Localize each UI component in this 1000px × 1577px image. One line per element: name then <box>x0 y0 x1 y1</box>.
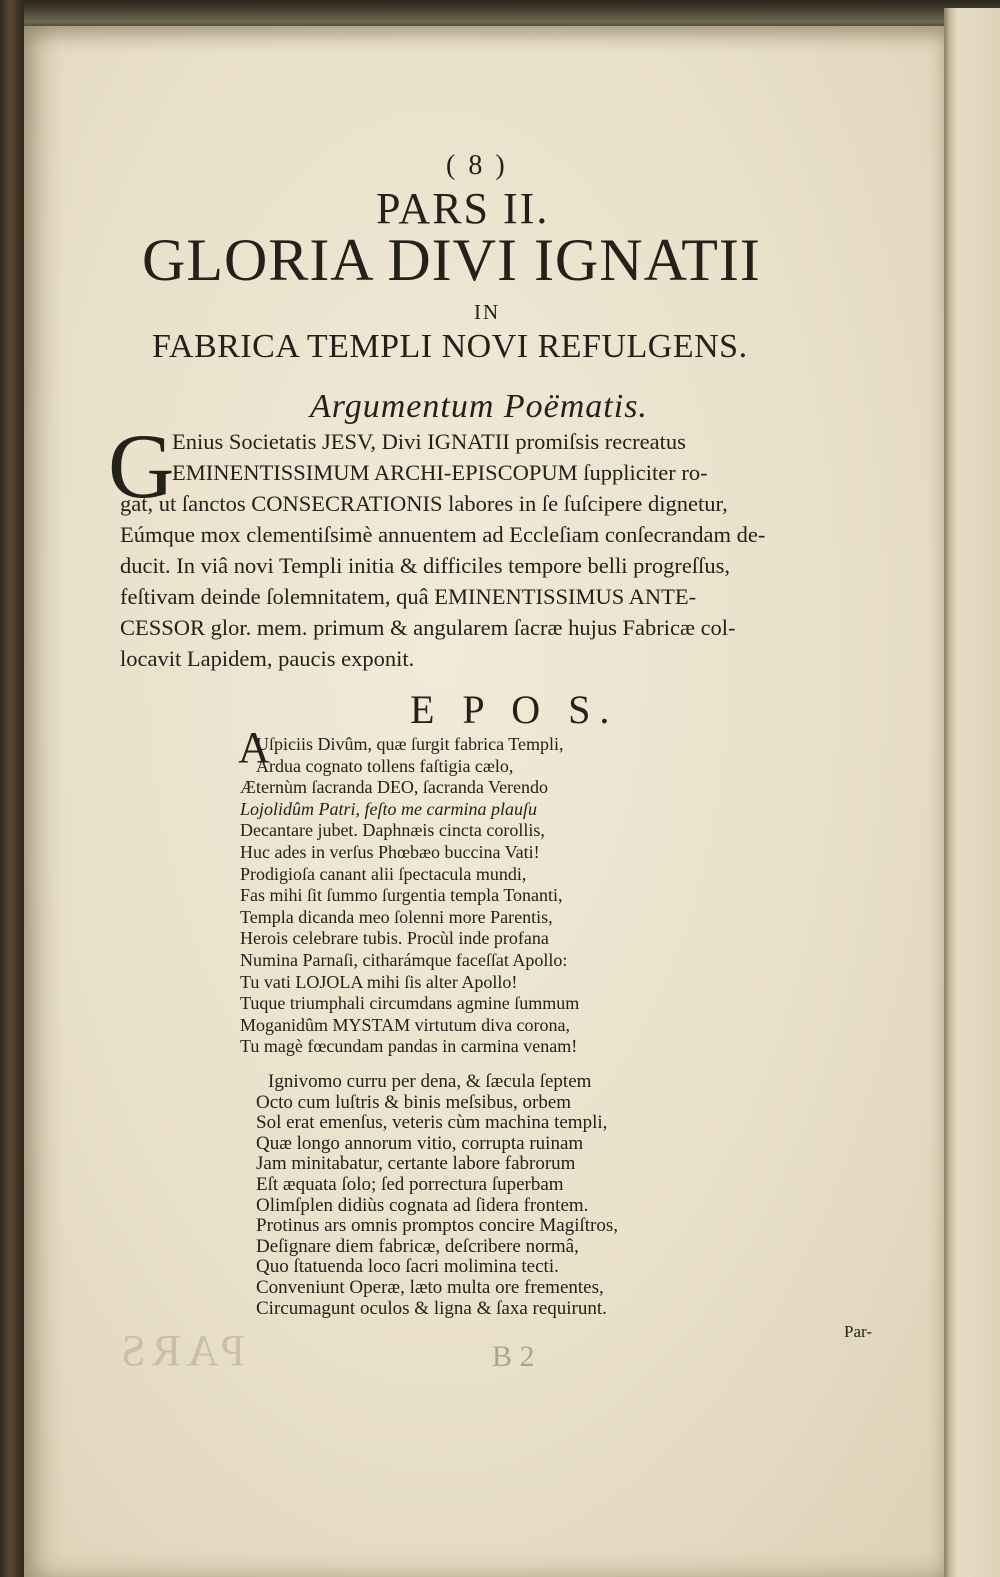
poem-verse: Fas mihi ſit ſummo ſurgentia templa Tonanti, <box>240 885 563 906</box>
argument-text <box>120 426 880 674</box>
poem-verse: Conveniunt Operæ, læto multa ore frementes, <box>256 1276 604 1298</box>
poem-verse: Moganidûm MYSTAM virtutum diva corona, <box>240 1014 571 1035</box>
poem-verse: Sol erat emenſus, veteris cùm machina templi, <box>256 1112 608 1134</box>
poem-verse: Quæ longo annorum vitio, corrupta ruinam <box>256 1132 584 1154</box>
poem-verse: Huc ades in verſus Phœbæo buccina Vati! <box>240 841 540 862</box>
poem-verse: Ardua cognato tollens faſtigia cælo, <box>256 755 514 776</box>
title-line-2: FABRICA TEMPLI NOVI REFULGENS. <box>152 328 748 365</box>
argument-line: gat, ut ſanctos CONSECRATIONIS labores in ſe ſuſcipere dignetur, <box>120 491 728 516</box>
poem-verse: Ignivomo curru per dena, & ſæcula ſeptem <box>268 1071 592 1092</box>
argument-heading: Argumentum Poëmatis. <box>310 388 648 425</box>
page-number: ( 8 ) <box>446 150 508 181</box>
argument-line: Eúmque mox clementiſsimè annuentem ad Eccleſiam conſecrandam de- <box>120 522 766 547</box>
poem-verse: Protinus ars omnis promptos concire Magiſtros, <box>256 1215 619 1237</box>
poem-verse: Olimſplen didiùs cognata ad ſidera frontem. <box>256 1194 589 1216</box>
poem-verse: Eſt æquata ſolo; ſed porrectura ſuperbam <box>256 1173 564 1195</box>
argument-line: Enius Societatis JESV, Divi IGNATII promiſsis recreatus <box>172 429 686 454</box>
poem-verse: Æternùm ſacranda DEO, ſacranda Verendo <box>240 777 549 798</box>
title-line-1: GLORIA DIVI IGNATII <box>142 227 761 293</box>
poem-verse: Templa dicanda meo ſolenni more Parentis, <box>240 906 553 927</box>
poem-verse: Prodigioſa canant alii ſpectacula mundi, <box>240 863 527 884</box>
signature-mark: B 2 <box>492 1340 535 1373</box>
argument-line: ducit. In viâ novi Templi initia & difficiles tempore belli progreſſus, <box>120 553 730 578</box>
argument-drop-cap: G <box>108 415 175 517</box>
poem-verse: Uſpiciis Divûm, quæ ſurgit fabrica Templi, <box>256 734 564 754</box>
title-in: IN <box>474 300 501 324</box>
argument-line: EMINENTISSIMUM ARCHI-EPISCOPUM ſuppliciter ro- <box>172 460 708 485</box>
poem-verse: Lojolidûm Patri, feſto me carmina plauſu <box>240 798 537 819</box>
argument-line: CESSOR glor. mem. primum & angularem ſacræ hujus Fabricæ col- <box>120 615 736 640</box>
epos-heading: E P O S. <box>410 687 619 732</box>
poem-verse: Tu magè fœcundam pandas in carmina venam! <box>240 1036 578 1057</box>
poem-stanza-2 <box>256 1072 776 1319</box>
poem-verse: Decantare jubet. Daphnæis cincta corollis, <box>240 820 545 841</box>
poem-verse: Tuque triumphali circumdans agmine ſummum <box>240 993 580 1014</box>
bleed-through-text: PARS <box>115 1326 246 1375</box>
poem-verse: Quo ſtatuenda loco ſacri molimina tecti. <box>256 1256 559 1278</box>
poem-verse: Herois celebrare tubis. Procùl inde profana <box>240 928 549 949</box>
argument-line: locavit Lapidem, paucis exponit. <box>120 646 415 671</box>
part-heading: PARS II. <box>376 184 550 233</box>
poem-verse: Deſignare diem fabricæ, deſcribere normâ, <box>256 1235 579 1257</box>
poem-verse: Octo cum luſtris & binis meſsibus, orbem <box>256 1091 572 1113</box>
poem-drop-cap: A <box>238 723 270 772</box>
argument-line: feſtivam deinde ſolemnitatem, quâ EMINENTISSIMUS ANTE- <box>120 584 697 609</box>
poem-verse: Tu vati LOJOLA mihi ſis alter Apollo! <box>240 971 518 992</box>
poem-verse: Jam minitabatur, certante labore fabrorum <box>256 1153 576 1175</box>
catchword: Par- <box>844 1322 872 1341</box>
poem-verse: Circumagunt oculos & ligna & ſaxa requirunt. <box>256 1297 607 1319</box>
poem-stanza-1 <box>240 734 760 1058</box>
poem-verse: Numina Parnaſi, citharámque faceſſat Apollo: <box>240 949 568 970</box>
adjacent-page-edge <box>944 8 1000 1577</box>
